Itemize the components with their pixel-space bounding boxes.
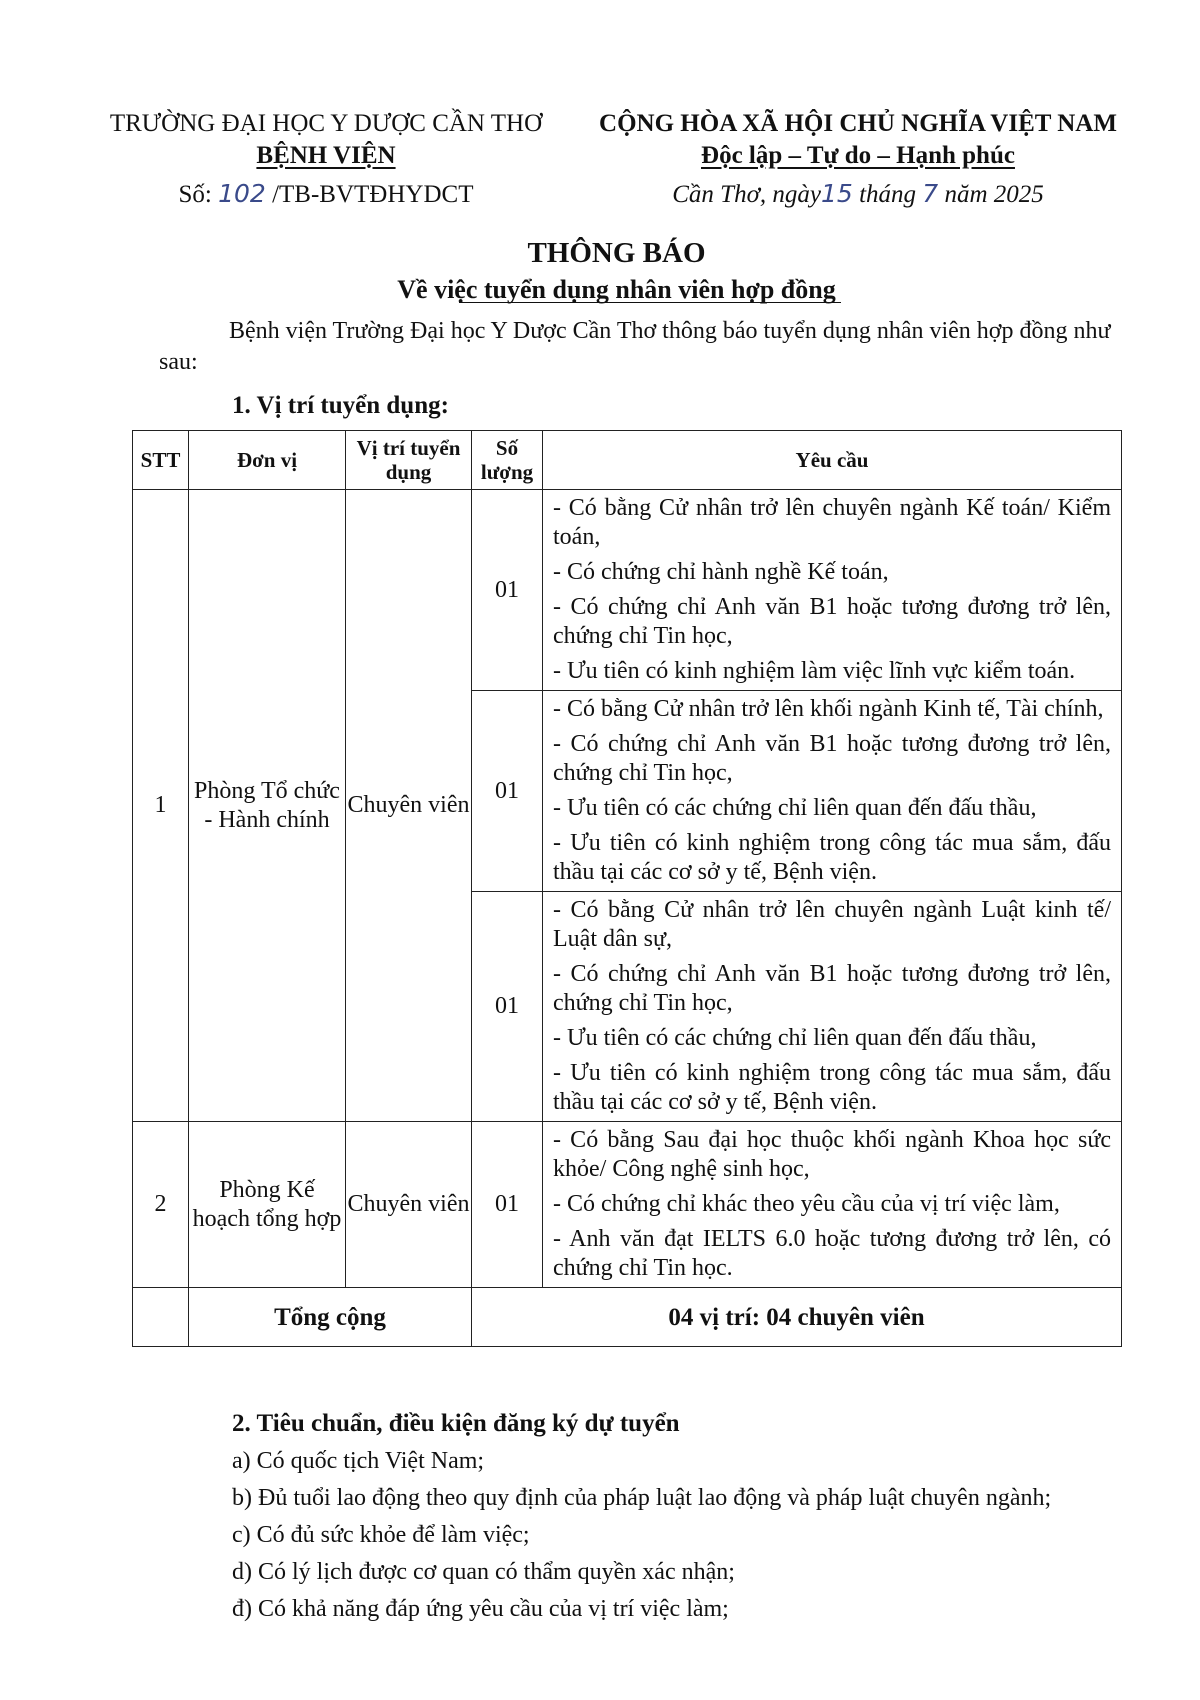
requirement-item: - Ưu tiên có các chứng chỉ liên quan đến đấu thầu, — [553, 1025, 1037, 1051]
requirement-item: - Có bằng Cử nhân trở lên chuyên ngành Luật kinh tế/ Luật dân sự, — [553, 897, 1111, 952]
document-number: Số: 102 /TB-BVTĐHYDCT — [178, 179, 474, 208]
requirement-item: - Ưu tiên có các chứng chỉ liên quan đến đấu thầu, — [553, 795, 1037, 821]
motto: Độc lập – Tự do – Hạnh phúc — [701, 142, 1015, 169]
requirement-item: - Có bằng Cử nhân trở lên khối ngành Kinh tế, Tài chính, — [553, 696, 1104, 722]
requirement-item: - Ưu tiên có kinh nghiệm trong công tác mua sắm, đấu thầu tại các cơ sở y tế, Bệnh viện. — [553, 1060, 1111, 1115]
criteria-item: d) Có lý lịch được cơ quan có thẩm quyền xác nhận; — [232, 1559, 735, 1585]
total-value: 04 vị trí: 04 chuyên viên — [472, 1288, 1122, 1347]
requirement-item: - Có chứng chỉ Anh văn B1 hoặc tương đương trở lên, chứng chỉ Tin học, — [553, 594, 1111, 649]
requirement-item: - Có chứng chỉ khác theo yêu cầu của vị trí việc làm, — [553, 1191, 1060, 1217]
handwritten-month: 7 — [922, 179, 939, 208]
table-total-row — [133, 1288, 1122, 1347]
criteria-item: c) Có đủ sức khỏe để làm việc; — [232, 1522, 530, 1548]
requirement-item: - Có chứng chỉ hành nghề Kế toán, — [553, 559, 889, 585]
table-row — [133, 1122, 1122, 1288]
criteria-item: a) Có quốc tịch Việt Nam; — [232, 1448, 485, 1474]
requirement-item: - Có bằng Cử nhân trở lên chuyên ngành Kế toán/ Kiểm toán, — [553, 495, 1111, 550]
intro-paragraph: Bệnh viện Trường Đại học Y Dược Cần Thơ thông báo tuyển dụng nhân viên hợp đồng như sau: — [159, 318, 1111, 375]
row-stt: 2 — [133, 1122, 189, 1288]
requirement-item: - Ưu tiên có kinh nghiệm trong công tác mua sắm, đấu thầu tại các cơ sở y tế, Bệnh viện. — [553, 830, 1111, 885]
header-unit: Đơn vị — [189, 431, 346, 490]
header-quantity: Số lượng — [472, 431, 543, 490]
total-label: Tổng cộng — [189, 1288, 472, 1347]
recruitment-table — [132, 430, 1122, 1347]
requirement-item: - Anh văn đạt IELTS 6.0 hoặc tương đương trở lên, có chứng chỉ Tin học. — [553, 1226, 1111, 1281]
header-stt: STT — [133, 431, 189, 490]
university-name: TRƯỜNG ĐẠI HỌC Y DƯỢC CẦN THƠ — [109, 110, 543, 137]
table-header-row — [133, 431, 1122, 490]
issuer-block — [96, 108, 556, 211]
handwritten-number: 102 — [218, 179, 266, 208]
header-position: Vị trí tuyển dụng — [346, 431, 472, 490]
row-quantity: 01 — [472, 490, 543, 691]
section-1-title: 1. Vị trí tuyển dụng: — [232, 392, 449, 419]
document-subtitle: Về việc tuyển dụng nhân viên hợp đồng — [397, 275, 836, 304]
row-requirements — [543, 490, 1122, 691]
criteria-item: đ) Có khả năng đáp ứng yêu cầu của vị trí việc làm; — [232, 1596, 729, 1622]
row-quantity: 01 — [472, 892, 543, 1122]
requirement-item: - Có bằng Sau đại học thuộc khối ngành Khoa học sức khỏe/ Công nghệ sinh học, — [553, 1127, 1111, 1182]
row-unit: Phòng Tổ chức - Hành chính — [189, 490, 346, 1122]
requirement-item: - Có chứng chỉ Anh văn B1 hoặc tương đương trở lên, chứng chỉ Tin học, — [553, 961, 1111, 1016]
row-requirements — [543, 1122, 1122, 1288]
document-title: THÔNG BÁO — [527, 237, 706, 269]
row-position: Chuyên viên — [346, 1122, 472, 1288]
criteria-item: b) Đủ tuổi lao động theo quy định của pháp luật lao động và pháp luật chuyên ngành; — [232, 1485, 1052, 1511]
row-requirements — [543, 892, 1122, 1122]
row-quantity: 01 — [472, 691, 543, 892]
row-stt: 1 — [133, 490, 189, 1122]
row-quantity: 01 — [472, 1122, 543, 1288]
hospital-name: BỆNH VIỆN — [256, 142, 396, 169]
document-date: Cần Thơ, ngày15 tháng 7 năm 2025 — [672, 179, 1044, 208]
handwritten-day: 15 — [821, 179, 853, 208]
row-requirements — [543, 691, 1122, 892]
table-row — [133, 490, 1122, 691]
header-requirements: Yêu cầu — [543, 431, 1122, 490]
requirement-item: - Ưu tiên có kinh nghiệm làm việc lĩnh vực kiểm toán. — [553, 658, 1076, 684]
section-2-title: 2. Tiêu chuẩn, điều kiện đăng ký dự tuyển — [232, 1410, 680, 1437]
national-motto-block — [578, 108, 1138, 211]
country-name: CỘNG HÒA XÃ HỘI CHỦ NGHĨA VIỆT NAM — [599, 110, 1117, 137]
row-unit: Phòng Kế hoạch tổng hợp — [189, 1122, 346, 1288]
requirement-item: - Có chứng chỉ Anh văn B1 hoặc tương đương trở lên, chứng chỉ Tin học, — [553, 731, 1111, 786]
total-empty-cell — [133, 1288, 189, 1347]
row-position: Chuyên viên — [346, 490, 472, 1122]
